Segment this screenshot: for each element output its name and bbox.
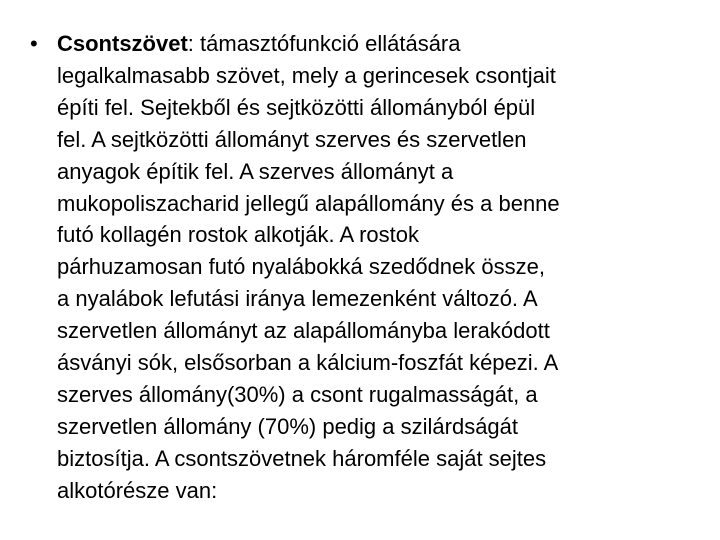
- text-line-8: párhuzamosan futó nyalábokká szedődnek össze,: [57, 254, 545, 280]
- paragraph-text: [57, 28, 717, 507]
- text-line-6: mukopoliszacharid jellegű alapállomány és a benne: [57, 190, 560, 216]
- text-line-1: [57, 28, 717, 60]
- text-line-14: biztosítja. A csontszövetnek háromféle saját sejtes: [57, 445, 547, 471]
- text-line-5: anyagok építik fel. A szerves állományt a: [57, 158, 454, 184]
- text-line-15: alkotórésze van:: [57, 477, 218, 503]
- text-line-2: legalkalmasabb szövet, mely a gerincesek csontjait: [57, 62, 556, 88]
- text-line-12: szerves állomány(30%) a csont rugalmasságát, a: [57, 381, 538, 407]
- term-heading: Csontszövet: [57, 31, 188, 56]
- text-line-11: ásványi sók, elsősorban a kálcium-foszfát képezi. A: [57, 350, 559, 376]
- bullet-marker: •: [30, 31, 38, 56]
- text-line-13: szervetlen állomány (70%) pedig a szilárdságát: [57, 413, 519, 439]
- text-line-4: fel. A sejtközötti állományt szerves és szervetlen: [57, 126, 527, 152]
- text-line-3: építi fel. Sejtekből és sejtközötti állományból épül: [57, 94, 536, 120]
- text-line-10: szervetlen állományt az alapállományba lerakódott: [57, 318, 550, 344]
- text-line-9: a nyalábok lefutási iránya lemezenként változó. A: [57, 286, 538, 312]
- term-definition-start: : támasztófunkció ellátására: [187, 31, 461, 56]
- text-line-7: futó kollagén rostok alkotják. A rostok: [57, 222, 419, 248]
